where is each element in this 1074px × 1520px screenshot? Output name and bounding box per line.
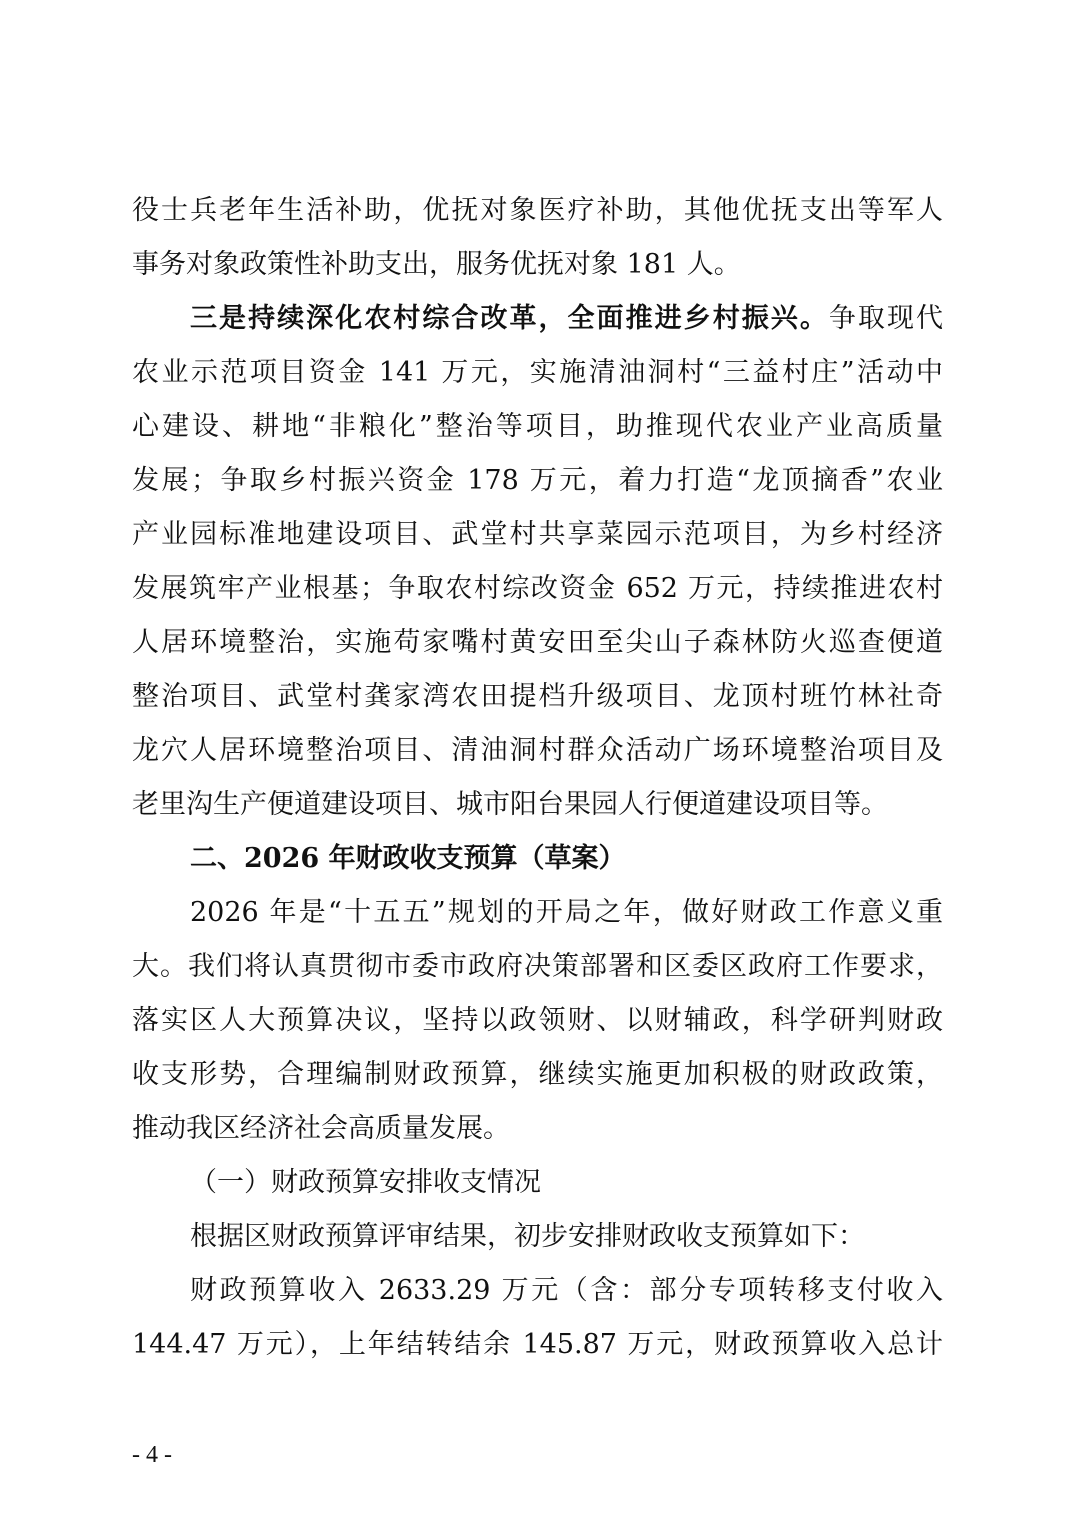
paragraph — [132, 292, 943, 832]
text-line: 龙穴人居环境整治项目、清油洞村群众活动广场环境整治项目及 — [132, 735, 943, 766]
paragraph — [132, 832, 943, 886]
text-line — [132, 832, 943, 886]
bold-text: 二、2026 年财政收支预算（草案） — [190, 843, 626, 874]
document-body — [132, 184, 943, 1372]
text-line: 农业示范项目资金 141 万元，实施清油洞村“三益村庄”活动中 — [132, 357, 943, 388]
text-line: 2026 年是“十五五”规划的开局之年，做好财政工作意义重 — [190, 897, 943, 928]
text-line: 人居环境整治，实施苟家嘴村黄安田至尖山子森林防火巡查便道 — [132, 627, 943, 658]
text-line: 大。我们将认真贯彻市委市政府决策部署和区委区政府工作要求， — [132, 951, 943, 982]
text-line: 事务对象政策性补助支出，服务优抚对象 181 人。 — [132, 249, 741, 280]
text-line: 整治项目、武堂村龚家湾农田提档升级项目、龙顶村班竹林社奇 — [132, 681, 943, 712]
paragraph — [132, 1210, 943, 1264]
text-line: 役士兵老年生活补助，优抚对象医疗补助，其他优抚支出等军人 — [132, 195, 943, 226]
text-line: 落实区人大预算决议，坚持以政领财、以财辅政，科学研判财政 — [132, 1005, 943, 1036]
text-line — [132, 292, 943, 346]
text-line: 发展；争取乡村振兴资金 178 万元，着力打造“龙顶摘香”农业 — [132, 465, 943, 496]
text-line: 发展筑牢产业根基；争取农村综改资金 652 万元，持续推进农村 — [132, 573, 943, 604]
text-line: 产业园标准地建设项目、武堂村共享菜园示范项目，为乡村经济 — [132, 519, 943, 550]
text-line: 老里沟生产便道建设项目、城市阳台果园人行便道建设项目等。 — [132, 789, 888, 820]
page-number: - 4 - — [132, 1442, 172, 1468]
bold-text: 三是持续深化农村综合改革，全面推进乡村振兴。 — [190, 303, 829, 334]
text-line: 推动我区经济社会高质量发展。 — [132, 1113, 510, 1144]
text-line: 根据区财政预算评审结果，初步安排财政收支预算如下： — [190, 1221, 865, 1252]
paragraph — [132, 184, 943, 292]
text-line: （一）财政预算安排收支情况 — [190, 1167, 541, 1198]
paragraph — [132, 1156, 943, 1210]
text-line: 心建设、耕地“非粮化”整治等项目，助推现代农业产业高质量 — [132, 411, 943, 442]
text-line: 144.47 万元），上年结转结余 145.87 万元，财政预算收入总计 — [132, 1329, 943, 1360]
text-line: 收支形势，合理编制财政预算，继续实施更加积极的财政政策， — [132, 1059, 943, 1090]
text-line: 财政预算收入 2633.29 万元（含：部分专项转移支付收入 — [190, 1275, 943, 1306]
paragraph — [132, 886, 943, 1156]
paragraph — [132, 1264, 943, 1372]
text-span: 争取现代 — [828, 303, 944, 334]
